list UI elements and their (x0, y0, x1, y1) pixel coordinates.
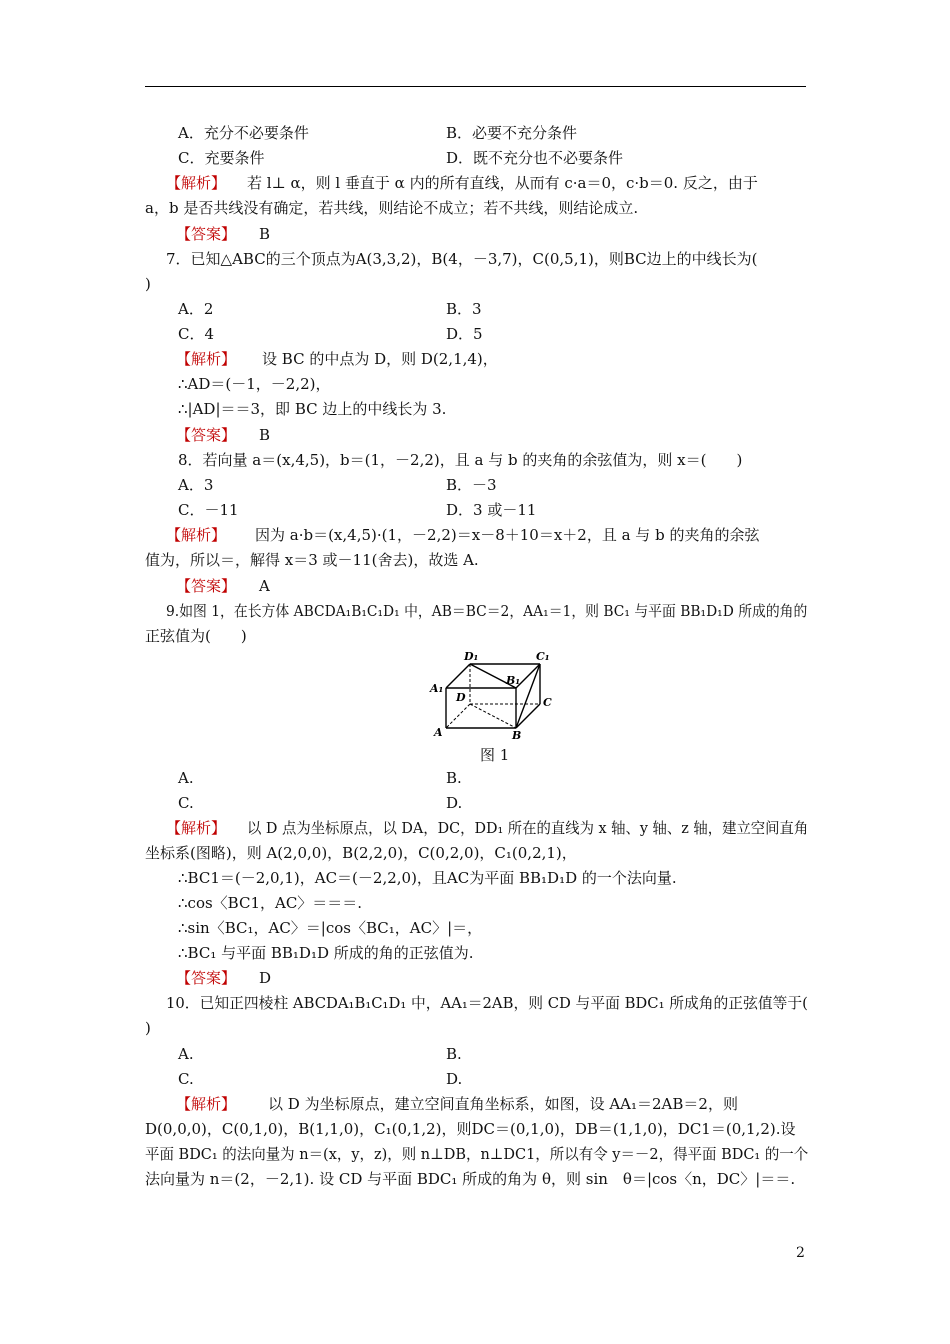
q10-stem: 10．已知正四棱柱 ABCDA₁B₁C₁D₁ 中，AA₁＝2AB，则 CD 与平面 BDC₁ 所成角的正弦值等于( (166, 994, 808, 1012)
q10-analysis-line: 法向量为 n＝(2，－2,1). 设 CD 与平面 BDC₁ 所成的角为 θ，则 sin θ＝|cos〈n，DC〉|＝＝. (145, 1170, 796, 1188)
q8-analysis-line: 因为 a·b＝(x,4,5)·(1，－2,2)＝x－8＋10＝x＋2，且 a 与 b 的夹角的余弦 (255, 526, 760, 544)
label-c: C (543, 696, 552, 709)
q6-option-b: B．必要不充分条件 (446, 124, 578, 142)
q7-option-b: B．3 (446, 300, 482, 318)
q8-answer: A (259, 577, 270, 595)
q9-answer: D (259, 969, 272, 987)
q6-analysis-tag: 【解析】 (166, 174, 227, 192)
q8-answer-tag: 【答案】 (176, 577, 237, 595)
q9-answer-tag: 【答案】 (176, 969, 237, 987)
q9-analysis-tag: 【解析】 (166, 819, 227, 837)
q10-stem-cont: ) (145, 1019, 151, 1037)
q10-option-c: C. (178, 1070, 194, 1088)
q6-option-a: A．充分不必要条件 (178, 124, 309, 142)
q10-analysis-tag: 【解析】 (176, 1095, 237, 1113)
q9-option-a: A. (178, 769, 194, 787)
q10-option-d: D. (446, 1070, 463, 1088)
q7-option-a: A．2 (178, 300, 214, 318)
cuboid-figure (428, 648, 553, 740)
q6-answer-tag: 【答案】 (176, 225, 237, 243)
q6-answer: B (259, 225, 271, 243)
q7-option-c: C．4 (178, 325, 215, 343)
q8-analysis-tag: 【解析】 (166, 526, 227, 544)
q8-option-c: C．－11 (178, 501, 239, 519)
label-c1: C₁ (536, 650, 550, 663)
q7-analysis-line: ∴|AD|＝＝3，即 BC 边上的中线长为 3. (178, 400, 447, 418)
q9-analysis-line: ∴BC1＝(－2,0,1)，AC＝(－2,2,0)，且AC为平面 BB₁D₁D 的一个法向量. (178, 869, 677, 887)
label-d: D (456, 691, 466, 704)
q7-analysis-line: 设 BC 的中点为 D，则 D(2,1,4)， (262, 350, 498, 368)
q7-option-d: D．5 (446, 325, 483, 343)
q10-option-b: B. (446, 1045, 462, 1063)
q9-option-c: C. (178, 794, 194, 812)
q8-option-a: A．3 (178, 476, 214, 494)
label-d1: D₁ (464, 650, 479, 663)
edge-db-hidden (470, 704, 516, 728)
q9-option-b: B. (446, 769, 462, 787)
q7-analysis-tag: 【解析】 (176, 350, 237, 368)
q9-stem-cont: 正弦值为( ) (145, 627, 247, 645)
edge-cb (516, 704, 540, 728)
q8-option-d: D．3 或－11 (446, 501, 537, 519)
q10-analysis-line: 平面 BDC₁ 的法向量为 n＝(x，y，z)，则 n⊥DB，n⊥DC1，所以有令 y＝－2，得平面 BDC₁ 的一个 (145, 1145, 809, 1163)
q10-analysis-line: 以 D 为坐标原点，建立空间直角坐标系，如图，设 AA₁＝2AB＝2，则 (268, 1095, 738, 1113)
q9-analysis-line: ∴sin〈BC₁，AC〉＝|cos〈BC₁，AC〉|＝， (178, 919, 483, 937)
q10-analysis-line: D(0,0,0)，C(0,1,0)，B(1,1,0)，C₁(0,1,2)，则DC＝(0,1,0)，DB＝(1,1,0)，DC1＝(0,1,2).设 (145, 1120, 796, 1138)
q6-option-c: C．充要条件 (178, 149, 265, 167)
label-b1: B₁ (506, 674, 521, 687)
label-a: A (434, 726, 443, 739)
q6-analysis-line: 若 l⊥ α，则 l 垂直于 α 内的所有直线，从而有 c·a＝0，c·b＝0. 反之，由于 (247, 174, 758, 192)
q7-stem-cont: ) (145, 275, 151, 293)
q9-analysis-line: 坐标系(图略)，则 A(2,0,0)，B(2,2,0)，C(0,2,0)，C₁(0,2,1)， (145, 844, 577, 862)
header-rule (145, 86, 806, 87)
q8-option-b: B．－3 (446, 476, 497, 494)
q8-stem: 8．若向量 a＝(x,4,5)，b＝(1，－2,2)，且 a 与 b 的夹角的余弦值为，则 x＝( ) (178, 451, 743, 469)
q6-option-d: D．既不充分也不必要条件 (446, 149, 624, 167)
q9-option-d: D. (446, 794, 463, 812)
q7-stem: 7．已知△ABC的三个顶点为A(3,3,2)，B(4，－3,7)，C(0,5,1)，则BC边上的中线长为( (166, 250, 758, 268)
q8-analysis-line: 值为，所以＝，解得 x＝3 或－11(舍去)，故选 A. (145, 551, 479, 569)
q10-option-a: A. (178, 1045, 194, 1063)
q6-analysis-line: a，b 是否共线没有确定，若共线，则结论不成立；若不共线，则结论成立. (145, 199, 639, 217)
q7-answer: B (259, 426, 271, 444)
label-a1: A₁ (430, 682, 444, 695)
label-b: B (512, 729, 522, 740)
q9-analysis-line: 以 D 点为坐标原点，以 DA，DC，DD₁ 所在的直线为 x 轴、y 轴、z 轴，建立空间直角 (247, 819, 809, 837)
q7-analysis-line: ∴AD＝(－1，－2,2)， (178, 375, 331, 393)
page-number: 2 (796, 1245, 805, 1261)
edge-da-hidden (446, 704, 470, 728)
q9-stem: 9.如图 1，在长方体 ABCDA₁B₁C₁D₁ 中，AB＝BC＝2，AA₁＝1，则 BC₁ 与平面 BB₁D₁D 所成的角的 (166, 602, 808, 620)
q7-answer-tag: 【答案】 (176, 426, 237, 444)
figure-caption: 图 1 (480, 746, 510, 764)
q9-analysis-line: ∴cos〈BC1，AC〉＝＝＝. (178, 894, 363, 912)
edge-a1d1 (446, 664, 470, 688)
q9-analysis-line: ∴BC₁ 与平面 BB₁D₁D 所成的角的正弦值为. (178, 944, 474, 962)
